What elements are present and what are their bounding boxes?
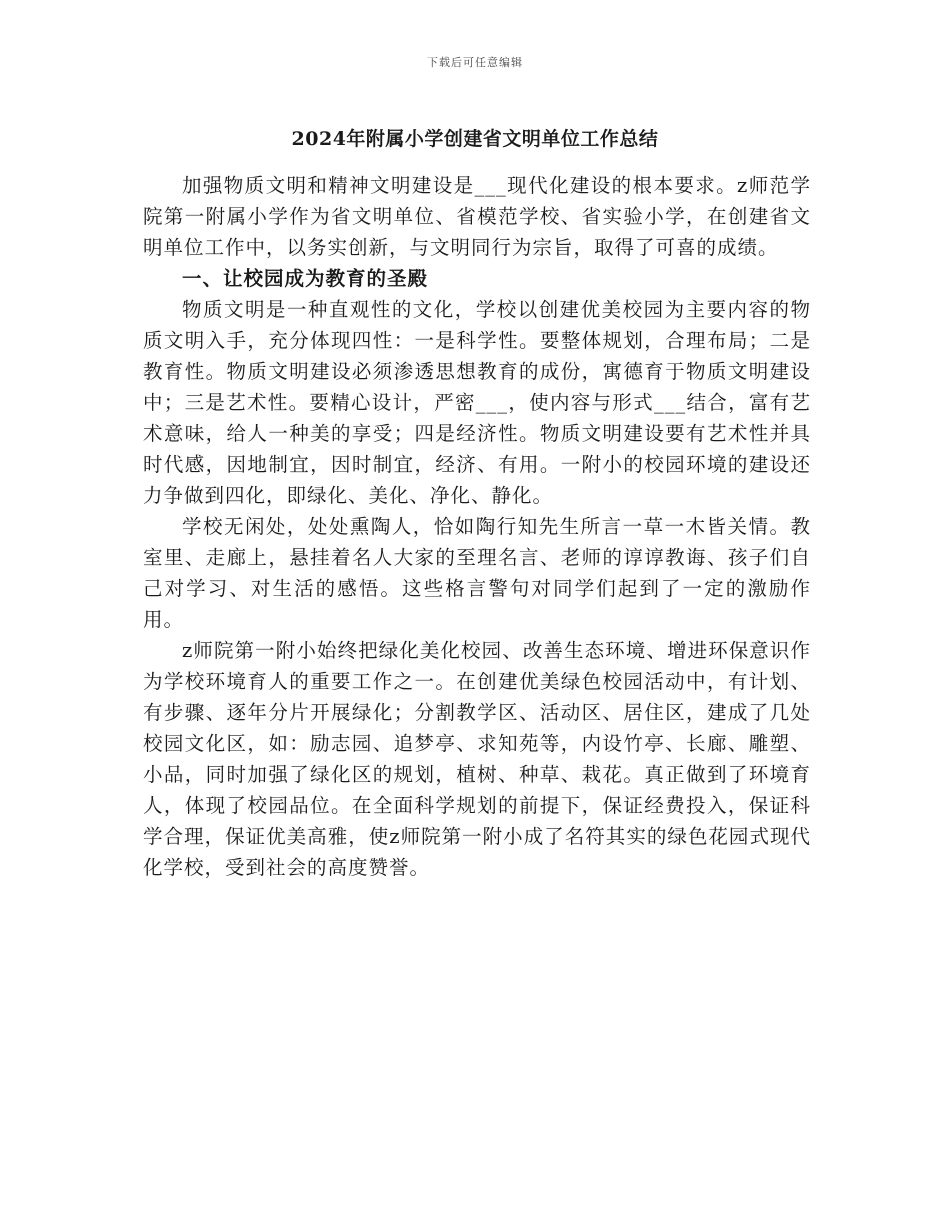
document-body (143, 170, 811, 883)
paragraph-green-campus: z师院第一附小始终把绿化美化校园、改善生态环境、增进环保意识作为学校环境育人的重要工作之一。在创建优美绿色校园活动中，有计划、有步骤、逐年分片开展绿化；分割教学区、活动区、居住区，建成了几处校园文化区，如：励志园、追梦亭、求知苑等，内设竹亭、长廊、雕塑、小品，同时加强了绿化区的规划，植树、种草、栽花。真正做到了环境育人，体现了校园品位。在全面科学规划的前提下，保证经费投入，保证科学合理，保证优美高雅，使z师院第一附小成了名符其实的绿色花园式现代化学校，受到社会的高度赞誉。 (143, 639, 811, 879)
document-title: 2024年附属小学创建省文明单位工作总结 (291, 128, 659, 150)
section-heading-1: 一、让校园成为教育的圣殿 (182, 267, 429, 290)
intro-paragraph: 加强物质文明和精神文明建设是___现代化建设的根本要求。z师范学院第一附属小学作为省文明单位、省模范学校、省实验小学，在创建省文明单位工作中，以务实创新，与文明同行为宗旨，取得了可喜的成绩。 (143, 174, 811, 259)
paragraph-campus-culture: 学校无闲处，处处熏陶人，恰如陶行知先生所言一草一木皆关情。教室里、走廊上，悬挂着名人大家的至理名言、老师的谆谆教诲、孩子们自己对学习、对生活的感悟。这些格言警句对同学们起到了一定的激励作用。 (143, 515, 811, 631)
paragraph-material-civilization: 物质文明是一种直观性的文化，学校以创建优美校园为主要内容的物质文明入手，充分体现四性：一是科学性。要整体规划，合理布局；二是教育性。物质文明建设必须渗透思想教育的成份，寓德育于物质文明建设中；三是艺术性。要精心设计，严密___，使内容与形式___结合，富有艺术意味，给人一种美的享受；四是经济性。物质文明建设要有艺术性并具时代感，因地制宜，因时制宜，经济、有用。一附小的校园环境的建设还力争做到四化，即绿化、美化、净化、静化。 (143, 298, 811, 507)
page-header-note: 下载后可任意编辑 (427, 56, 523, 69)
